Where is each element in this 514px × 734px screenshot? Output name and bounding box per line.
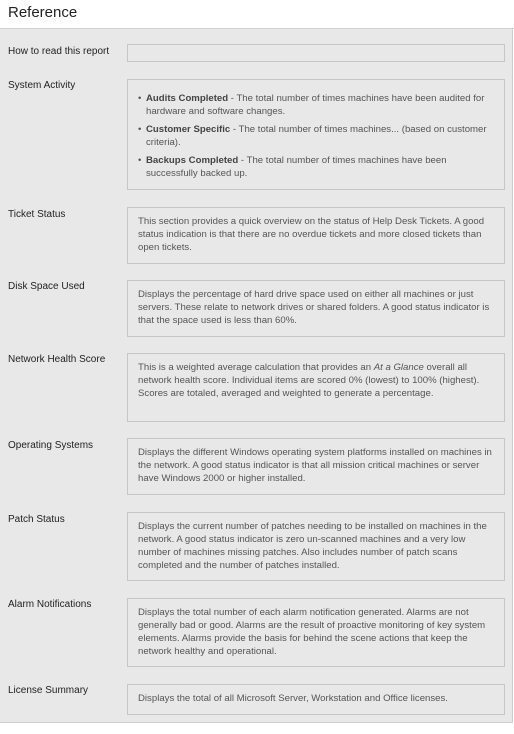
operating-systems-box: Displays the different Windows operating system platforms installed on machines in the network. A good status indicator is that all mission critical machines or server have Windows 2000 or higher installed. — [127, 438, 505, 495]
disk-space-box: Displays the percentage of hard drive space used on either all machines or just servers. These relate to network drives or shared folders. A good status indicator is that the space used is less than 60%. — [127, 280, 505, 337]
how-to-read-box — [127, 44, 505, 62]
system-activity-list — [138, 92, 494, 180]
reference-panel — [0, 29, 513, 723]
license-summary-box: Displays the total of all Microsoft Server, Workstation and Office licenses. — [127, 684, 505, 715]
section-label: Patch Status — [8, 514, 65, 525]
section-label: Disk Space Used — [8, 281, 85, 292]
section-label: Network Health Score — [8, 354, 106, 365]
list-item: • Customer Specific - The total number of times machines... (based on customer criteria). — [146, 123, 494, 149]
patch-status-box: Displays the current number of patches needing to be installed on machines in the network. A good status indicator is zero un-scanned machines and a very low number of machines missing patches. Also includes number of patch scans completed and the number of patches installed. — [127, 512, 505, 581]
page-title: Reference — [0, 0, 514, 29]
system-activity-box — [127, 79, 505, 190]
network-health-box: This is a weighted average calculation that provides an At a Glance overall all network health score. Individual items are scored 0% (lowest) to 100% (highest). Scores are totaled, averaged and weighted to generate a percentage. — [127, 353, 505, 422]
section-label: License Summary — [8, 685, 89, 696]
section-label: Operating Systems — [8, 440, 94, 451]
section-label: How to read this report — [8, 46, 110, 57]
section-label: System Activity — [8, 80, 76, 91]
section-label: Alarm Notifications — [8, 599, 92, 610]
ticket-status-box: This section provides a quick overview on the status of Help Desk Tickets. A good status indication is that there are no overdue tickets and more closed tickets than open tickets. — [127, 207, 505, 264]
list-item: • Backups Completed - The total number of times machines have been successfully backed up. — [146, 154, 494, 180]
alarm-notifications-box: Displays the total number of each alarm notification generated. Alarms are not generally bad or good. Alarms are the result of proactive monitoring of key system elements. Alarms provide the basis for behind the scene actions that keep the network healthy and operational. — [127, 598, 505, 667]
list-item: • Audits Completed - The total number of times machines have been audited for hardware and software changes. — [146, 92, 494, 118]
section-label: Ticket Status — [8, 209, 66, 220]
